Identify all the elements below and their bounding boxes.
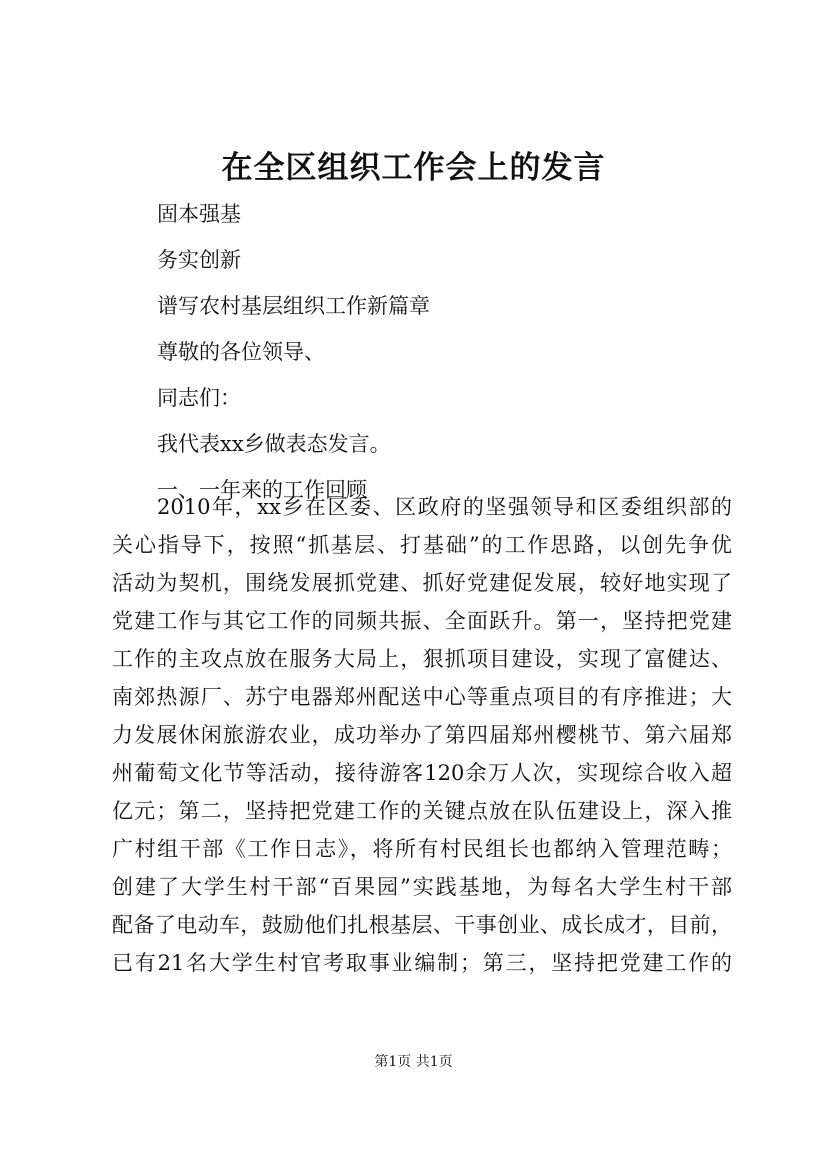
body-line: 工作的主攻点放在服务大局上，狠抓项目建设，实现了富健达、 <box>112 647 732 671</box>
salutation-line: 同志们： <box>157 386 241 410</box>
salutation-line: 尊敬的各位领导、 <box>157 340 325 364</box>
body-line: 活动为契机，围绕发展抓党建、抓好党建促发展，较好地实现了 <box>112 571 732 595</box>
heading-line: 务实创新 <box>157 248 241 272</box>
body-line: 亿元；第二，坚持把党建工作的关键点放在队伍建设上，深入推 <box>112 799 732 823</box>
intro-line: 我代表xx乡做表态发言。 <box>157 432 391 456</box>
body-line: 已有21名大学生村官考取事业编制；第三，坚持把党建工作的 <box>112 951 732 975</box>
body-line: 党建工作与其它工作的同频共振、全面跃升。第一，坚持把党建 <box>112 609 732 633</box>
body-line: 南郊热源厂、苏宁电器郑州配送中心等重点项目的有序推进；大 <box>112 685 732 709</box>
heading-line: 谱写农村基层组织工作新篇章 <box>157 294 430 318</box>
body-line: 州葡萄文化节等活动，接待游客120余万人次，实现综合收入超 <box>112 761 732 785</box>
body-line: 2010年，xx乡在区委、区政府的坚强领导和区委组织部的 <box>157 495 732 519</box>
body-line: 关心指导下，按照“抓基层、打基础”的工作思路，以创先争优 <box>112 533 732 557</box>
page-footer: 第1页 共1页 <box>374 1054 453 1070</box>
body-line: 广村组干部《工作日志》，将所有村民组长也都纳入管理范畴； <box>112 837 732 861</box>
body-line: 创建了大学生村干部“百果园”实践基地，为每名大学生村干部 <box>112 875 732 899</box>
heading-line: 固本强基 <box>157 202 241 226</box>
document-title: 在全区组织工作会上的发言 <box>221 150 606 186</box>
body-line: 力发展休闲旅游农业，成功举办了第四届郑州樱桃节、第六届郑 <box>112 723 732 747</box>
section-heading: 一、一年来的工作回顾 <box>157 478 367 502</box>
body-line: 配备了电动车，鼓励他们扎根基层、干事创业、成长成才，目前， <box>112 913 732 937</box>
